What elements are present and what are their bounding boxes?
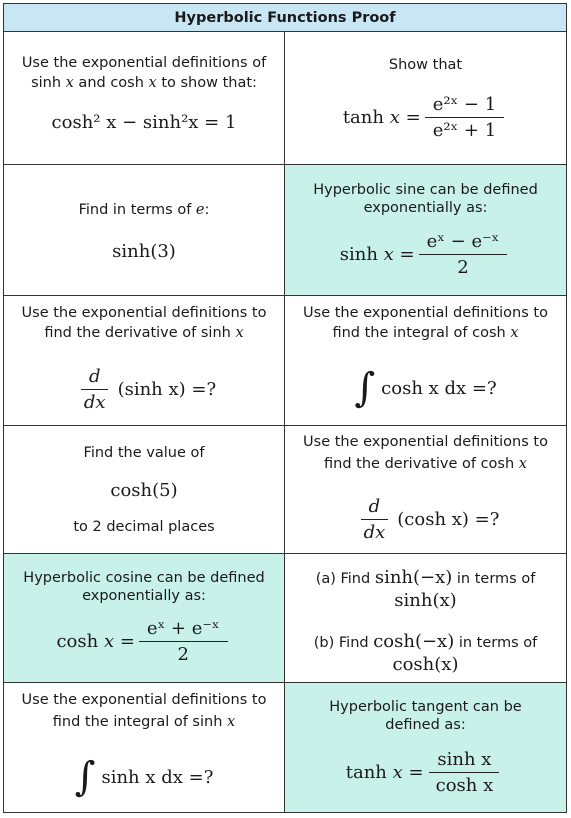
part-a-line: (a) Find sinh(−x) in terms of [315,567,536,588]
cell-text: Use the exponential definitions to [21,692,267,708]
cosh-definition-equation: cosh x = $\frac{\text{eˣ + e⁻ˣ}}{2}$ [4,618,284,665]
cell-text: exponentially as: [363,200,488,216]
integral-sinh-equation: ∫ sinh x dx =? [74,754,214,800]
cell-text: find the integral of cosh x [332,325,519,341]
cell-tanh-proof [285,32,566,165]
cell-integral-cosh [285,296,566,426]
cell-text: find the derivative of sinh x [44,325,244,341]
derivative-cosh-equation: $\frac{d}{dx}$ (cosh x) =? [285,496,566,543]
cell-sinh-definition [285,165,566,296]
sinh-definition-equation: sinh x = $\frac{\text{eˣ − e⁻ˣ}}{2}$ [285,231,566,278]
worksheet [3,3,567,813]
integral-symbol: ∫ [354,365,376,411]
cosh5-expression: cosh(5) [110,480,178,501]
derivative-sinh-equation: $\frac{d}{dx}$ (sinh x) =? [4,366,284,413]
cell-text: Use the exponential definitions to [21,305,267,321]
cell-text: Find the value of [83,445,205,461]
cell-text: Use the exponential definitions of [21,55,267,71]
integral-cosh-equation: ∫ cosh x dx =? [354,365,497,411]
cell-text: find the integral of sinh x [52,714,236,730]
worksheet-title: Hyperbolic Functions Proof [4,4,566,32]
cell-integral-sinh [4,683,285,812]
cell-text: Hyperbolic sine can be defined [313,182,538,198]
identity-equation: cosh² x − sinh²x = 1 [51,112,237,133]
cell-derivative-cosh [285,426,566,554]
cell-text: Use the exponential definitions to [303,434,548,450]
cell-text: Hyperbolic cosine can be defined [23,570,265,586]
cell-text: find the derivative of cosh x [324,456,527,472]
integral-symbol: ∫ [74,754,96,800]
cell-text: Show that [388,57,463,73]
cell-tanh-definition [285,683,566,812]
cell-cosh-sinh-identity [4,32,285,165]
tanh-definition-equation: tanh x = $\frac{\text{sinh x}}{\text{cosh x}}$ [285,749,566,796]
cell-text: sinh x and cosh x to show that: [31,75,257,91]
part-b-line: (b) Find cosh(−x) in terms of [313,631,538,652]
cell-text: exponentially as: [82,588,206,604]
cell-text: to 2 decimal places [73,519,215,535]
cell-negative-arguments [285,554,566,683]
cell-sinh3 [4,165,285,296]
tanh-equation: tanh x = $\frac{\text{e²ˣ − 1}}{\text{e²ˣ + 1}}$ [285,94,566,141]
cell-text: Hyperbolic tangent can be [329,699,522,715]
cell-text: defined as: [385,717,466,733]
cell-cosh5 [4,426,285,554]
part-b-result: cosh(x) [392,654,459,675]
cell-cosh-definition [4,554,285,683]
cell-text: Find in terms of e: [78,202,210,218]
part-a-result: sinh(x) [394,590,457,611]
cell-derivative-sinh [4,296,285,426]
sinh3-expression: sinh(3) [112,241,176,262]
cell-text: Use the exponential definitions to [303,305,548,321]
